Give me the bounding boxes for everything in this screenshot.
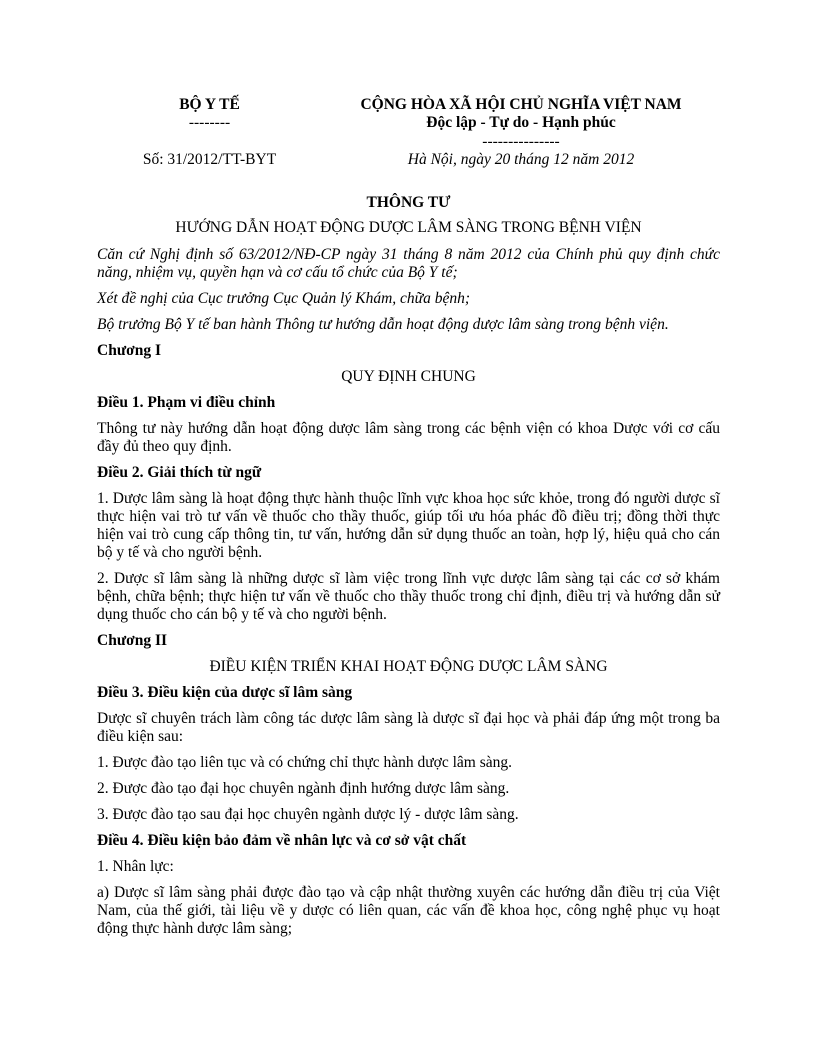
motto-divider: --------------- (482, 133, 560, 150)
article-2-paragraph-2: 2. Dược sĩ lâm sàng là những dược sĩ làm việc trong lĩnh vực dược lâm sàng tại các cơ sở khám bệnh, chữa bệnh; thực hiện tư vấn về thuốc cho thầy thuốc trong chỉ định, điều trị và hướng dẫn sử dụng thuốc cho cán bộ y tế và cho người bệnh. (97, 570, 720, 623)
issuing-ministry: BỘ Y TẾ (179, 96, 240, 113)
preamble-basis: Căn cứ Nghị định số 63/2012/NĐ-CP ngày 31 tháng 8 năm 2012 của Chính phủ quy định chức năng, nhiệm vụ, quyền hạn và cơ cấu tổ chức của Bộ Y tế; (97, 246, 720, 281)
preamble-proposal: Xét đề nghị của Cục trưởng Cục Quản lý Khám, chữa bệnh; (97, 290, 471, 307)
chapter-1-title: QUY ĐỊNH CHUNG (341, 368, 476, 385)
document-subtitle: HƯỚNG DẪN HOẠT ĐỘNG DƯỢC LÂM SÀNG TRONG BỆNH VIỆN (175, 219, 642, 236)
article-4-item-1: 1. Nhân lực: (97, 858, 174, 875)
article-3-intro: Dược sĩ chuyên trách làm công tác dược lâm sàng là dược sĩ đại học và phải đáp ứng một trong ba điều kiện sau: (97, 710, 720, 745)
chapter-1-label: Chương I (97, 342, 161, 359)
document-page (97, 96, 720, 938)
national-motto: Độc lập - Tự do - Hạnh phúc (426, 114, 616, 131)
chapter-2-title: ĐIỀU KIỆN TRIỂN KHAI HOẠT ĐỘNG DƯỢC LÂM SÀNG (209, 658, 608, 675)
document-number: Số: 31/2012/TT-BYT (142, 151, 277, 168)
document-title: THÔNG TƯ (366, 194, 451, 211)
article-2-paragraph-1: 1. Dược lâm sàng là hoạt động thực hành thuộc lĩnh vực khoa học sức khỏe, trong đó người dược sĩ thực hiện vai trò tư vấn về thuốc cho thầy thuốc, giúp tối ưu hóa phác đồ điều trị; đồng thời thực hiện vai trò cung cấp thông tin, tư vấn, hướng dẫn sử dụng thuốc an toàn, hợp lý, hiệu quả cho cán bộ y tế và cho người bệnh. (97, 490, 720, 561)
preamble-issuance: Bộ trưởng Bộ Y tế ban hành Thông tư hướng dẫn hoạt động dược lâm sàng trong bệnh viện. (97, 316, 669, 333)
article-4-item-a: a) Dược sĩ lâm sàng phải được đào tạo và cập nhật thường xuyên các hướng dẫn điều trị của Việt Nam, của thế giới, tài liệu về y dược có liên quan, các vấn đề khoa học, công nghệ phục vụ hoạt động thực hành dược lâm sàng; (97, 884, 720, 937)
chapter-2-label: Chương II (97, 632, 168, 649)
ministry-divider: -------- (188, 114, 231, 131)
article-3-item-1: 1. Được đào tạo liên tục và có chứng chỉ thực hành dược lâm sàng. (97, 754, 512, 771)
document-header (97, 96, 720, 174)
article-1-text: Thông tư này hướng dẫn hoạt động dược lâm sàng trong các bệnh viện có khoa Dược với cơ cấu đầy đủ theo quy định. (97, 420, 720, 455)
article-4-title: Điều 4. Điều kiện bảo đảm về nhân lực và cơ sở vật chất (97, 832, 467, 849)
article-3-item-3: 3. Được đào tạo sau đại học chuyên ngành dược lý - dược lâm sàng. (97, 806, 519, 823)
article-2-title: Điều 2. Giải thích từ ngữ (97, 464, 262, 481)
place-and-date: Hà Nội, ngày 20 tháng 12 năm 2012 (407, 151, 635, 168)
republic-name: CỘNG HÒA XÃ HỘI CHỦ NGHĨA VIỆT NAM (360, 96, 682, 113)
article-3-title: Điều 3. Điều kiện của dược sĩ lâm sàng (97, 684, 353, 701)
article-1-title: Điều 1. Phạm vi điều chỉnh (97, 394, 276, 411)
article-3-item-2: 2. Được đào tạo đại học chuyên ngành định hướng dược lâm sàng. (97, 780, 510, 797)
